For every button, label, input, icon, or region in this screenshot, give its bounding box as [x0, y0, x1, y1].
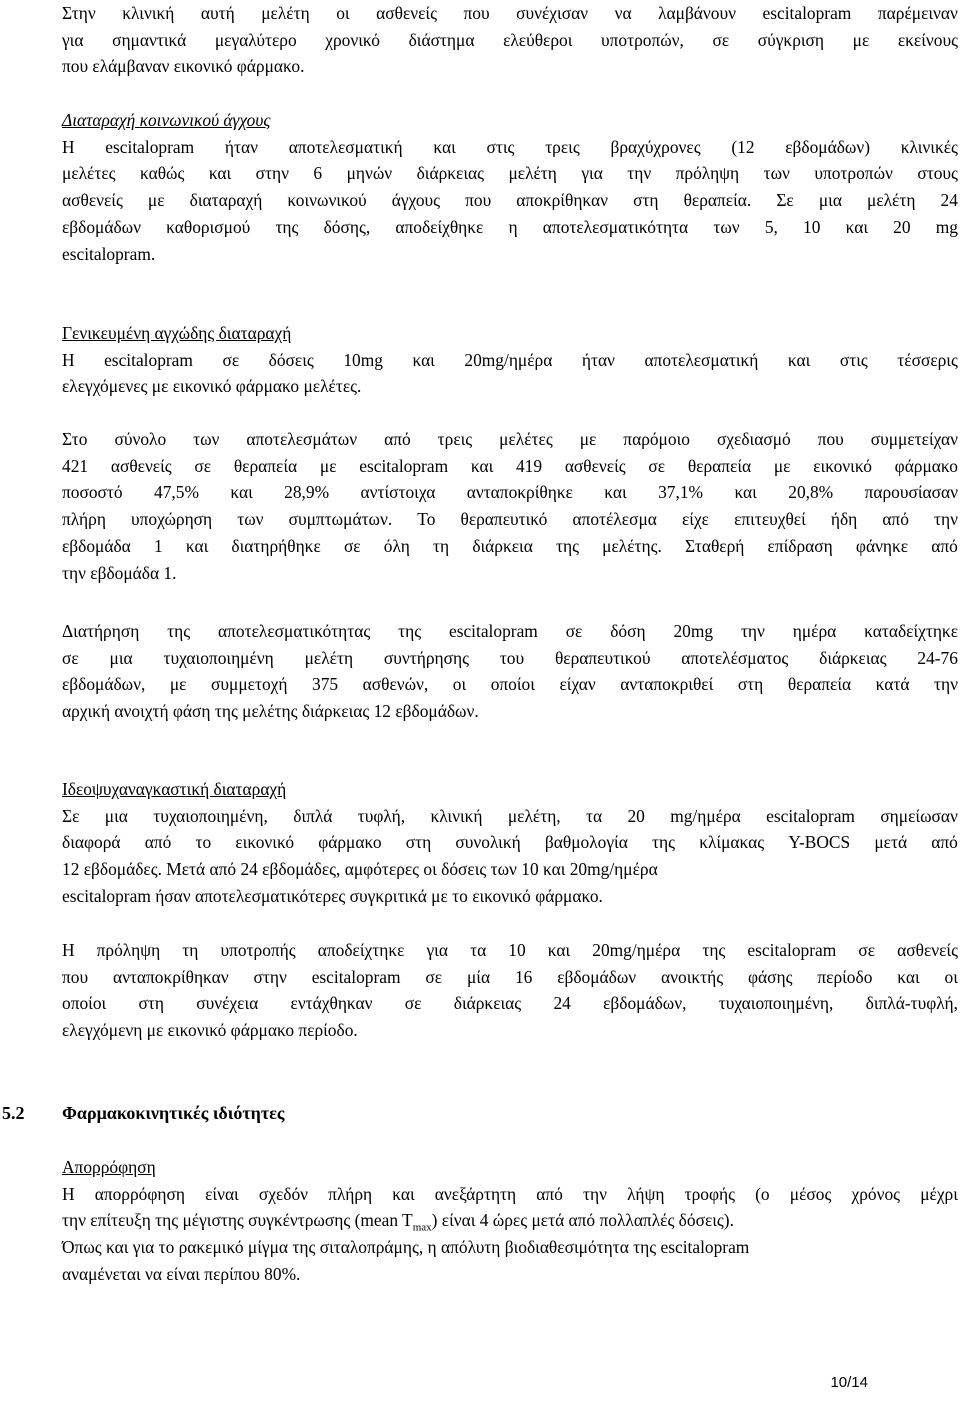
ocd-section	[62, 776, 958, 910]
social-anxiety-section	[62, 107, 958, 267]
absorption-line-2	[62, 1207, 958, 1234]
intro-line-3: που ελάμβαναν εικονικό φάρμακο.	[62, 56, 305, 77]
absorption-section	[62, 1154, 958, 1288]
absorption-line-2-post: ) είναι 4 ώρες μετά από πολλαπλές δόσεις).	[431, 1210, 734, 1231]
ocd-line-1: Σε μια τυχαιοποιημένη, διπλά τυφλή, κλινική μελέτη, τα 20 mg/ημέρα escitalopram σημείωσαν	[62, 805, 958, 826]
section-5-2-heading	[2, 1100, 958, 1127]
gad-line-1: Η escitalopram σε δόσεις 10mg και 20mg/ημέρα ήταν αποτελεσματική και στις τέσσερις	[62, 349, 958, 370]
social-anxiety-line-5: escitalopram.	[62, 243, 156, 264]
gad-section	[62, 320, 958, 400]
ocd-relapse-line-1: Η πρόληψη τη υποτροπής αποδείχτηκε για τα 10 και 20mg/ημέρα της escitalopram σε ασθενείς	[62, 940, 958, 960]
tmax-subscript: max	[412, 1221, 432, 1234]
gad-maintenance-line-3: εβδομάδων, με συμμετοχή 375 ασθενών, οι οποίοι είχαν ανταποκριθεί στη θεραπεία κατά την	[62, 674, 958, 695]
social-anxiety-heading: Διαταραχή κοινωνικού άγχους	[62, 110, 271, 130]
gad-maintenance-paragraph	[62, 618, 958, 725]
absorption-heading: Απορρόφηση	[62, 1157, 156, 1177]
ocd-heading: Ιδεοψυχαναγκαστική διαταραχή	[62, 779, 287, 799]
absorption-line-1: Η απορρόφηση είναι σχεδόν πλήρη και ανεξάρτητη από την λήψη τροφής (ο μέσος χρόνος μέχρι	[62, 1183, 958, 1204]
gad-summary-line-2: 421 ασθενείς σε θεραπεία με escitalopram και 419 ασθενείς σε θεραπεία με εικονικό φάρμακο	[62, 455, 958, 476]
ocd-relapse-line-3: οποίοι στη συνέχεια εντάχθηκαν σε διάρκειας 24 εβδομάδων, τυχαιοποιημένη, διπλά-τυφλή,	[62, 993, 958, 1014]
absorption-line-2-pre: την επίτευξη της μέγιστης συγκέντρωσης (mean T	[62, 1210, 413, 1231]
ocd-relapse-line-2: που ανταποκρίθηκαν στην escitalopram σε μία 16 εβδομάδων ανοικτής φάσης περίοδο και οι	[62, 966, 958, 987]
section-number: 5.2	[2, 1103, 25, 1123]
ocd-relapse-paragraph	[62, 937, 958, 1044]
gad-summary-line-5: εβδομάδα 1 και διατηρήθηκε σε όλη τη διάρκεια της μελέτης. Σταθερή επίδραση φάνηκε από	[62, 535, 958, 556]
absorption-line-3: Όπως και για το ρακεμικό μίγμα της σιταλοπράμης, η απόλυτη βιοδιαθεσιμότητα της escitalopram	[62, 1237, 750, 1258]
social-anxiety-line-1: Η escitalopram ήταν αποτελεσματική και στις τρεις βραχύχρονες (12 εβδομάδων) κλινικές	[62, 136, 958, 157]
gad-maintenance-line-4: αρχική ανοιχτή φάση της μελέτης διάρκειας 12 εβδομάδων.	[62, 701, 479, 722]
gad-maintenance-line-2: σε μια τυχαιοποιημένη μελέτη συντήρησης του θεραπευτικού αποτελέσματος διάρκειας 24-76	[62, 647, 958, 668]
gad-summary-line-6: την εβδομάδα 1.	[62, 562, 177, 583]
intro-line-2: για σημαντικά μεγαλύτερο χρονικό διάστημα ελεύθεροι υποτροπών, σε σύγκριση με εκείνους	[62, 29, 958, 50]
section-title: Φαρμακοκινητικές ιδιότητες	[62, 1103, 285, 1123]
gad-maintenance-line-1: Διατήρηση της αποτελεσματικότητας της escitalopram σε δόση 20mg την ημέρα καταδείχτηκε	[62, 621, 958, 641]
gad-summary-line-4: πλήρη υποχώρηση των συμπτωμάτων. Το θεραπευτικό αποτέλεσμα είχε επιτευχθεί ήδη από την	[62, 509, 958, 530]
social-anxiety-line-4: εβδομάδων καθορισμού της δόσης, αποδείχθηκε η αποτελεσματικότητα των 5, 10 και 20 mg	[62, 216, 958, 237]
gad-summary-paragraph	[62, 426, 958, 586]
page-number: 10/14	[830, 1374, 868, 1392]
gad-summary-line-3: ποσοστό 47,5% και 28,9% αντίστοιχα ανταποκρίθηκε και 37,1% και 20,8% παρουσίασαν	[62, 482, 958, 503]
ocd-line-3: 12 εβδομάδες. Μετά από 24 εβδομάδες, αμφότερες οι δόσεις των 10 και 20mg/ημέρα	[62, 859, 658, 880]
intro-paragraph	[62, 0, 958, 80]
absorption-line-4: αναμένεται να είναι περίπου 80%.	[62, 1263, 301, 1284]
intro-line-1: Στην κλινική αυτή μελέτη οι ασθενείς που συνέχισαν να λαμβάνουν escitalopram παρέμειναν	[62, 3, 958, 23]
ocd-line-2: διαφορά από το εικονικό φάρμακο στη συνολική βαθμολογία της κλίμακας Y-BOCS μετά από	[62, 832, 958, 853]
ocd-line-4: escitalopram ήσαν αποτελεσματικότερες συγκριτικά με το εικονικό φάρμακο.	[62, 885, 603, 906]
gad-heading: Γενικευμένη αγχώδης διαταραχή	[62, 323, 292, 343]
social-anxiety-line-3: ασθενείς με διαταραχή κοινωνικού άγχους που αποκρίθηκαν στη θεραπεία. Σε μια μελέτη 24	[62, 190, 958, 211]
ocd-relapse-line-4: ελεγχόμενη με εικονικό φάρμακο περίοδο.	[62, 1020, 358, 1041]
social-anxiety-line-2: μελέτες καθώς και στην 6 μηνών διάρκειας μελέτη για την πρόληψη των υποτροπών στους	[62, 163, 958, 184]
gad-line-2: ελεγχόμενες με εικονικό φάρμακο μελέτες.	[62, 376, 362, 397]
gad-summary-line-1: Στο σύνολο των αποτελεσμάτων από τρεις μελέτες με παρόμοιο σχεδιασμό που συμμετείχαν	[62, 429, 958, 449]
